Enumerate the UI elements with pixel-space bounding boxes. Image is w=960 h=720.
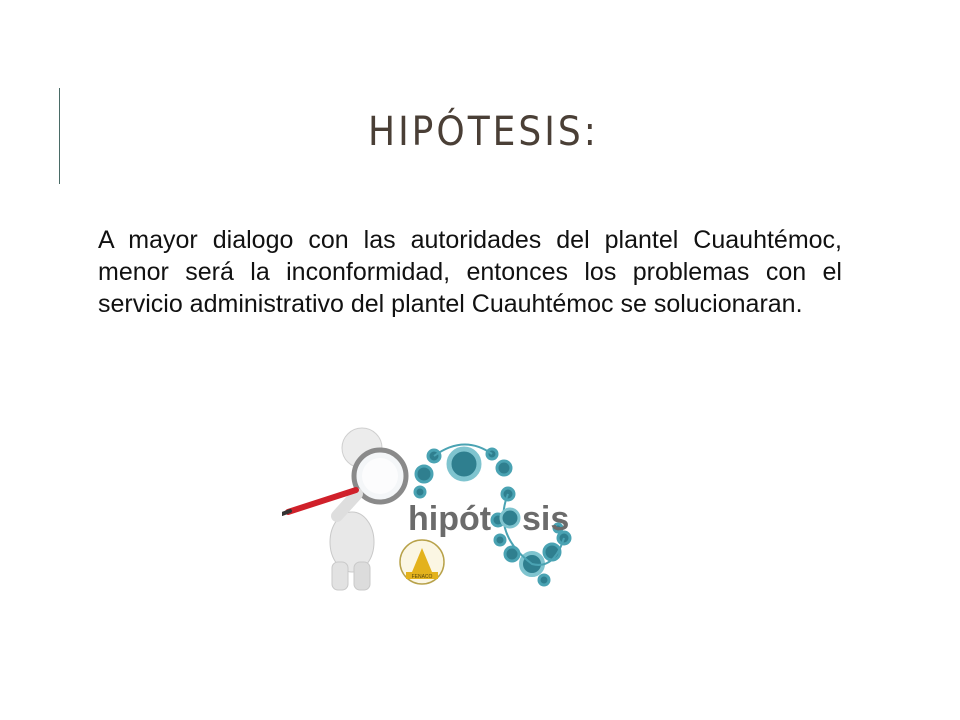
slide-accent-line: [59, 88, 60, 184]
slide-body-text: A mayor dialogo con las autoridades del plantel Cuauhtémoc, menor será la inconformidad, entonces los problemas con el servicio administrativo del plantel Cuauhtémoc se solucionaran.: [98, 226, 842, 318]
fenaco-seal-icon: [400, 540, 444, 584]
logo-word-right: sis: [522, 500, 570, 538]
seal-text: FENACO: [411, 574, 433, 580]
hypothesis-illustration: [282, 424, 582, 594]
person-with-magnifier-icon: [282, 428, 406, 590]
logo-letter-e-icon: [501, 509, 519, 527]
logo-word-left: hipót: [408, 500, 492, 538]
slide-title: HIPÓTESIS:: [368, 109, 599, 155]
